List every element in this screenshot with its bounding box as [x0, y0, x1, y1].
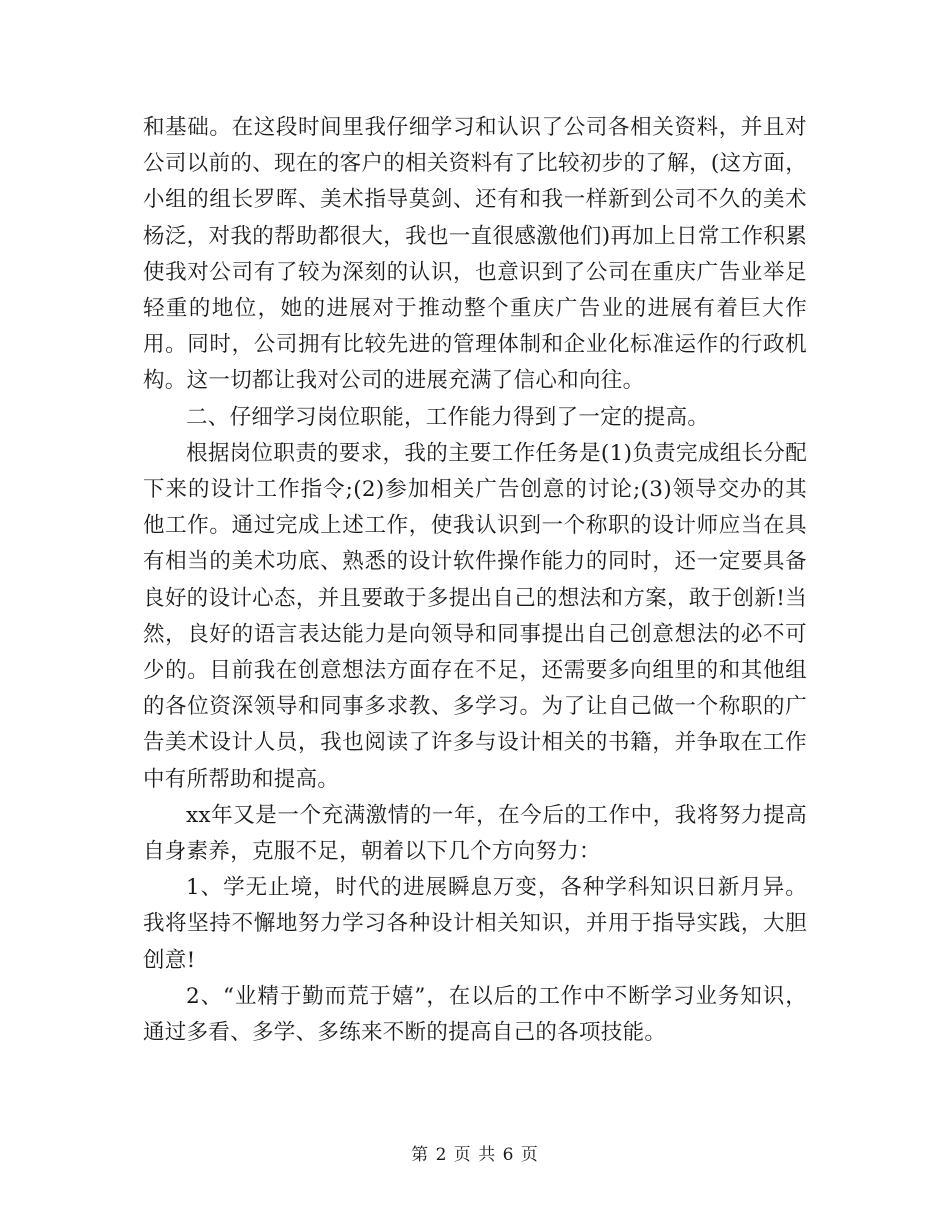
- paragraph-2-section-heading: 二、仔细学习岗位职能，工作能力得到了一定的提高。: [186, 404, 710, 430]
- page-number-footer: 第 2 页 共 6 页: [411, 1145, 539, 1165]
- paragraph-5: 1、学无止境，时代的进展瞬息万变，各种学科知识日新月异。我将坚持不懈地努力学习各种设计相关知识，并用于指导实践，大胆创意!: [143, 875, 807, 973]
- paragraph-6: 2、“业精于勤而荒于嬉”，在以后的工作中不断学习业务知识，通过多看、多学、多练来不断的提高自己的各项技能。: [143, 983, 807, 1046]
- paragraph-4: xx年又是一个充满激情的一年，在今后的工作中，我将努力提高自身素养，克服不足，朝着以下几个方向努力：: [143, 802, 807, 865]
- document-body: [143, 110, 807, 1051]
- paragraph-1: 和基础。在这段时间里我仔细学习和认识了公司各相关资料，并且对公司以前的、现在的客户的相关资料有了比较初步的了解，(这方面，小组的组长罗晖、美术指导莫剑、还有和我一样新到公司不久的美术杨泛，对我的帮助都很大，我也一直很感激他们)再加上日常工作积累使我对公司有了较为深刻的认识，也意识到了公司在重庆广告业举足轻重的地位，她的进展对于推动整个重庆广告业的进展有着巨大作用。同时，公司拥有比较先进的管理体制和企业化标准运作的行政机构。这一切都让我对公司的进展充满了信心和向往。: [143, 115, 807, 394]
- paragraph-3: 根据岗位职责的要求，我的主要工作任务是(1)负责完成组长分配下来的设计工作指令;(2)参加相关广告创意的讨论;(3)领导交办的其他工作。通过完成上述工作，使我认识到一个称职的设计师应当在具有相当的美术功底、熟悉的设计软件操作能力的同时，还一定要具备良好的设计心态，并且要敢于多提出自己的想法和方案，敢于创新!当然，良好的语言表达能力是向领导和同事提出自己创意想法的必不可少的。目前我在创意想法方面存在不足，还需要多向组里的和其他组的各位资深领导和同事多求教、多学习。为了让自己做一个称职的广告美术设计人员，我也阅读了许多与设计相关的书籍，并争取在工作中有所帮助和提高。: [143, 440, 807, 792]
